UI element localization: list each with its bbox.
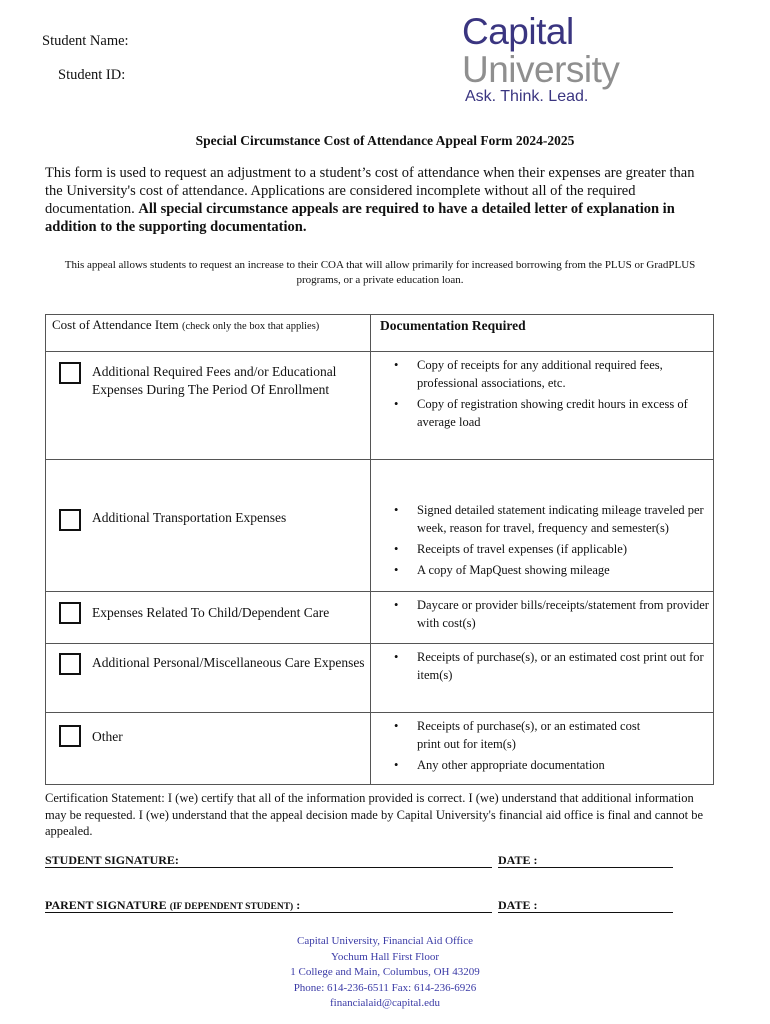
student-id-label: Student ID: — [58, 67, 126, 83]
item-label: Additional Required Fees and/or Educational Expenses During The Period Of Enrollment — [92, 364, 337, 397]
form-title: Special Circumstance Cost of Attendance Appeal Form 2024-2025 — [195, 133, 575, 148]
logo-university: University — [462, 49, 620, 90]
checkbox-personal[interactable] — [59, 653, 81, 675]
footer-email-link[interactable]: financialaid@capital.edu — [330, 997, 440, 1009]
doc-item: • Daycare or provider bills/receipts/statement from provider with cost(s) — [417, 596, 713, 632]
student-signature-label: STUDENT SIGNATURE: — [45, 853, 179, 867]
logo-tagline: Ask. Think. Lead. — [465, 88, 589, 105]
table-row — [46, 592, 714, 644]
parent-signature-label: PARENT SIGNATURE — [45, 898, 167, 912]
checkbox-other[interactable] — [59, 725, 81, 747]
footer-line: 1 College and Main, Columbus, OH 43209 — [290, 966, 480, 978]
parent-signature-note: (IF DEPENDENT STUDENT) — [169, 902, 294, 912]
footer-line: Capital University, Financial Aid Office — [297, 935, 473, 947]
col-item-title: Cost of Attendance Item — [52, 317, 179, 332]
table-row — [46, 352, 714, 460]
student-signature-line[interactable] — [45, 867, 492, 868]
table-row — [46, 460, 714, 592]
parent-signature-colon: : — [296, 898, 301, 912]
doc-item: • Copy of receipts for any additional required fees, professional associations, etc. — [417, 356, 713, 392]
appeal-note: This appeal allows students to request an increase to their COA that will allow primarily for increased borrowing from the PLUS or GradPLUS programs, or a private education loan. — [64, 259, 696, 286]
doc-item: • Any other appropriate documentation — [417, 756, 643, 774]
parent-date-line[interactable] — [498, 912, 673, 913]
item-label: Other — [92, 729, 123, 744]
parent-date-label: DATE : — [498, 898, 538, 912]
footer-line: Yochum Hall First Floor — [331, 950, 439, 963]
intro-paragraph — [45, 164, 715, 236]
item-label: Additional Personal/Miscellaneous Care Expenses — [92, 655, 365, 670]
doc-item: • Copy of registration showing credit hours in excess of average load — [417, 395, 713, 431]
doc-item: • A copy of MapQuest showing mileage — [417, 561, 713, 579]
coa-items-table — [45, 314, 714, 785]
table-header-row — [46, 315, 714, 352]
item-label: Expenses Related To Child/Dependent Care — [92, 605, 330, 620]
checkbox-child-care[interactable] — [59, 602, 81, 624]
student-name-label: Student Name: — [42, 33, 129, 49]
table-row — [46, 644, 714, 713]
student-date-line[interactable] — [498, 867, 673, 868]
logo-capital: Capital — [462, 11, 574, 52]
doc-item: • Receipts of purchase(s), or an estimated cost print out for item(s) — [417, 717, 643, 753]
intro-text: This form is used to request an adjustment to a student’s cost of attendance when their expenses are greater than the University's cost of attendance. Applications are considered incomplete without all of the required documentation. — [45, 165, 695, 217]
col-item-note: (check only the box that applies) — [181, 321, 320, 332]
col-docs-header: Documentation Required — [371, 315, 714, 352]
parent-signature-line[interactable] — [45, 912, 492, 913]
item-label: Additional Transportation Expenses — [92, 510, 287, 525]
parent-signature-label-group — [45, 898, 300, 913]
office-contact-footer — [0, 934, 770, 1012]
doc-item: • Receipts of travel expenses (if applicable) — [417, 540, 713, 558]
table-row — [46, 713, 714, 785]
checkbox-fees[interactable] — [59, 362, 81, 384]
student-date-label: DATE : — [498, 853, 538, 867]
doc-item: • Receipts of purchase(s), or an estimated cost print out for item(s) — [417, 648, 713, 684]
footer-line: Phone: 614-236-6511 Fax: 614-236-6926 — [293, 981, 477, 994]
doc-item: • Signed detailed statement indicating mileage traveled per week, reason for travel, frequency and semester(s) — [417, 501, 713, 537]
col-item-header — [46, 315, 371, 352]
checkbox-transportation[interactable] — [59, 509, 81, 531]
intro-bold: All special circumstance appeals are required to have a detailed letter of explanation in addition to the supporting documentation. — [45, 201, 675, 235]
certification-statement: Certification Statement: I (we) certify that all of the information provided is correct. I (we) understand that additional information may be requested. I (we) understand that the appeal decision made by Capital University's financial aid office is final and cannot be appealed. — [45, 791, 704, 838]
